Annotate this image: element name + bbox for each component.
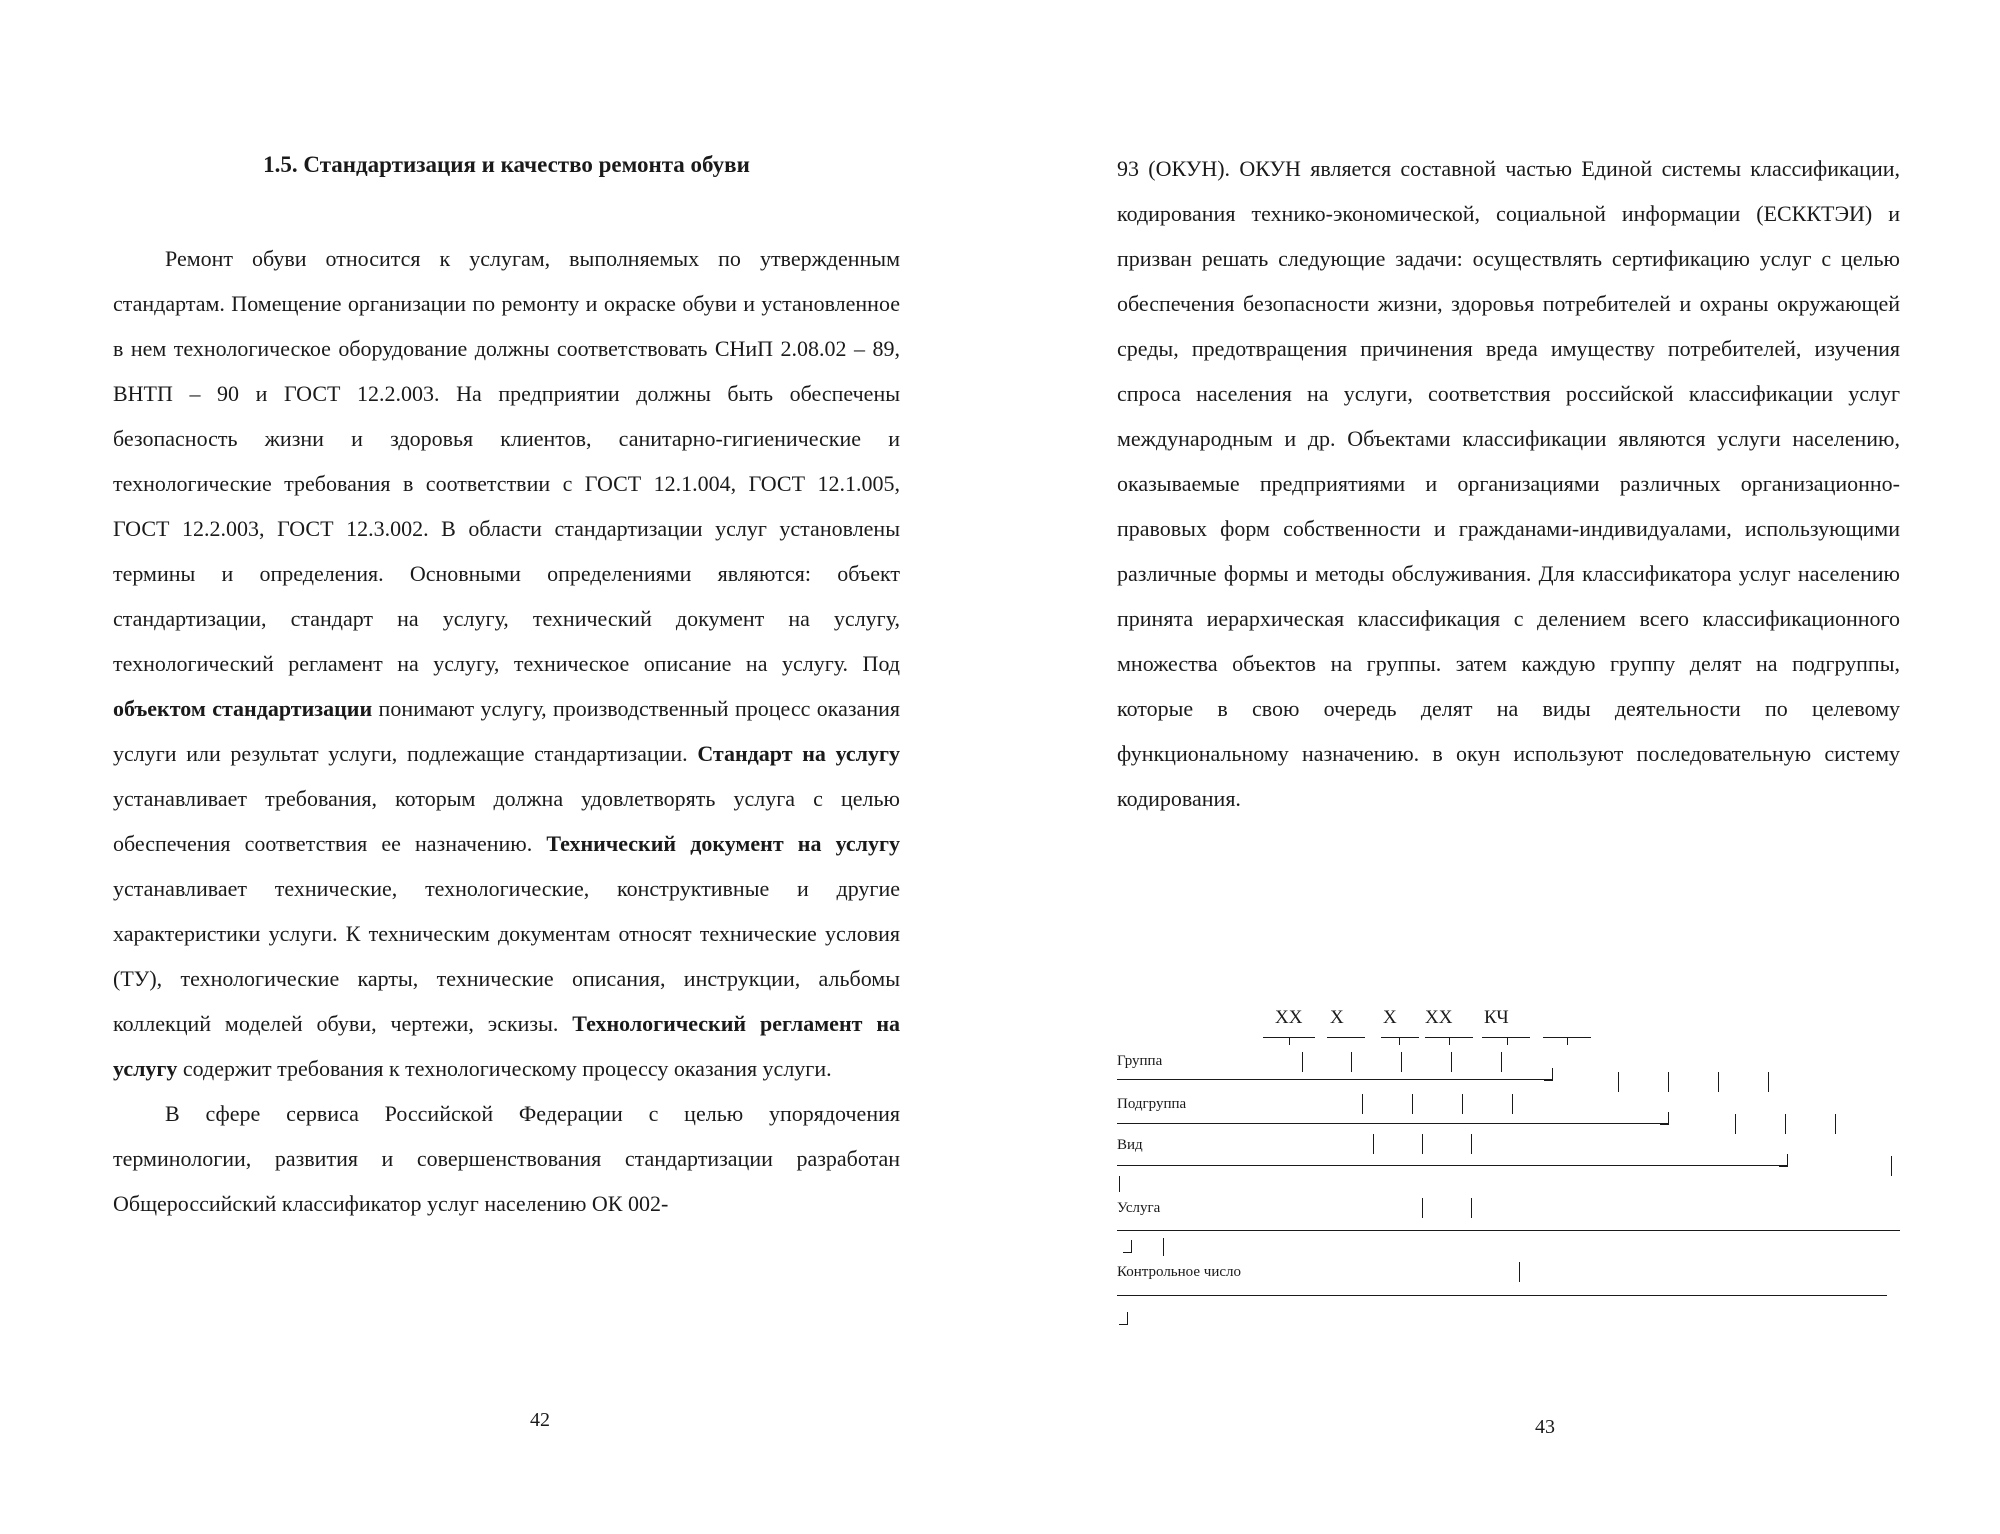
text-run: устанавливает требования, которым должна удовлетворять услуга с целью обеспечения соответствия ее назначению.: [113, 786, 900, 856]
row-label-service: Услуга: [1117, 1200, 1161, 1216]
tick: [1785, 1114, 1786, 1134]
tick: [1718, 1072, 1719, 1092]
row-corner: [1779, 1154, 1788, 1167]
tick: [1362, 1094, 1363, 1114]
tick: [1302, 1052, 1303, 1072]
tick: [1373, 1134, 1374, 1154]
tick: [1422, 1198, 1423, 1218]
code-label: Х: [1330, 1007, 1344, 1028]
tick: [1768, 1072, 1769, 1092]
bracket-tick: [1507, 1037, 1508, 1045]
paragraph: [113, 236, 900, 1091]
code-label: КЧ: [1484, 1007, 1509, 1028]
tick: [1451, 1052, 1452, 1072]
row-label-subgroup: Подгруппа: [1117, 1096, 1187, 1112]
row-corner: [1119, 1312, 1128, 1325]
coding-diagram: [1117, 1000, 1917, 1340]
bracket-tick: [1289, 1037, 1290, 1045]
row-label-check-digit: Контрольное число: [1117, 1264, 1241, 1280]
tick: [1471, 1198, 1472, 1218]
code-label: ХХ: [1275, 1007, 1303, 1028]
page-number: 42: [530, 1409, 550, 1431]
row-line-group: [1117, 1079, 1552, 1080]
text-run: содержит требования к технологическому процессу оказания услуги.: [177, 1056, 832, 1081]
tick: [1412, 1094, 1413, 1114]
bracket-tick: [1449, 1037, 1450, 1045]
term-bold: Технологический регламент на услугу: [113, 1011, 900, 1081]
bracket-line: [1327, 1037, 1365, 1038]
text-run: понимают услугу, производственный процесс оказания услуги или результат услуги, подлежащие стандартизации.: [113, 696, 900, 766]
tick: [1735, 1114, 1736, 1134]
tick: [1351, 1052, 1352, 1072]
tick: [1462, 1094, 1463, 1114]
right-body-text: [1117, 146, 1900, 821]
tick: [1618, 1072, 1619, 1092]
text-run: Ремонт обуви относится к услугам, выполняемых по утвержденным стандартам. Помещение организации по ремонту и окраске обуви и установленное в нем технологическое оборудование должны соответствовать СНиП 2.08.02 – 89, ВНТП – 90 и ГОСТ 12.2.003. На предприятии должны быть обеспечены безопасность жизни и здоровья клиентов, санитарно-гигиенические и технологические требования в соответствии с ГОСТ 12.1.004, ГОСТ 12.1.005, ГОСТ 12.2.003, ГОСТ 12.3.002. В области стандартизации услуг установлены термины и определения. Основными определениями являются: объект стандартизации, стандарт на услугу, технический документ на услугу, технологический регламент на услугу, техническое описание на услугу. Под: [113, 246, 900, 676]
tick: [1512, 1094, 1513, 1114]
tick: [1119, 1176, 1120, 1192]
row-corner: [1544, 1068, 1553, 1081]
tick: [1422, 1134, 1423, 1154]
row-line-subgroup: [1117, 1123, 1668, 1124]
row-line-check-digit: [1117, 1295, 1887, 1296]
section-heading: 1.5. Стандартизация и качество ремонта обуви: [263, 152, 750, 177]
row-corner: [1660, 1112, 1669, 1125]
page-number: 43: [1535, 1416, 1555, 1438]
tick: [1471, 1134, 1472, 1154]
tick: [1835, 1114, 1836, 1134]
code-label: ХХ: [1425, 1007, 1453, 1028]
left-body-text: [113, 236, 900, 1226]
tick: [1519, 1262, 1520, 1282]
bracket-tick: [1399, 1037, 1400, 1045]
text-run: устанавливает технические, технологические, конструктивные и другие характеристики услуги. К техническим документам относят технические условия (ТУ), технологические карты, технические описания, инструкции, альбомы коллекций моделей обуви, чертежи, эскизы.: [113, 876, 900, 1036]
bracket-tick: [1567, 1037, 1568, 1045]
code-label: Х: [1383, 1007, 1397, 1028]
tick: [1891, 1156, 1892, 1176]
row-label-group: Группа: [1117, 1053, 1163, 1069]
term-bold: объектом стандартизации: [113, 696, 373, 721]
paragraph: В сфере сервиса Российской Федерации с целью упорядочения терминологии, развития и совершенствования стандартизации разработан Общероссийский классификатор услуг населению ОК 002-: [113, 1101, 900, 1216]
row-label-kind: Вид: [1117, 1137, 1143, 1153]
tick: [1401, 1052, 1402, 1072]
row-corner: [1123, 1240, 1132, 1253]
term-bold: Стандарт на услугу: [697, 741, 900, 766]
row-line-service: [1117, 1230, 1900, 1231]
bracket-line: [1381, 1037, 1419, 1038]
term-bold: Технический документ на услугу: [546, 831, 900, 856]
right-page: [1000, 0, 2000, 1534]
tick: [1668, 1072, 1669, 1092]
row-line-kind: [1117, 1165, 1787, 1166]
tick: [1163, 1238, 1164, 1256]
tick: [1501, 1052, 1502, 1072]
paragraph: 93 (ОКУН). ОКУН является составной частью Единой системы классификации, кодирования технико-экономической, социальной информации (ЕСККТЭИ) и призван решать следующие задачи: осуществлять сертификацию услуг с целью обеспечения безопасности жизни, здоровья потребителей и охраны окружающей среды, предотвращения причинения вреда имуществу потребителей, изучения спроса населения на услуги, соответствия российской классификации услуг международным и др. Объектами классификации являются услуги населению, оказываемые предприятиями и организациями различных организационно-правовых форм собственности и гражданами-индивидуалами, использующими различные формы и методы обслуживания. Для классификатора услуг населению принята иерархическая классификация с делением всего классификационного множества объектов на группы. затем каждую группу делят на подгруппы, которые в свою очередь делят на виды деятельности по целевому функциональному назначению. в окун используют последовательную систему кодирования.: [1117, 156, 1900, 811]
bracket-line: [1482, 1037, 1530, 1038]
